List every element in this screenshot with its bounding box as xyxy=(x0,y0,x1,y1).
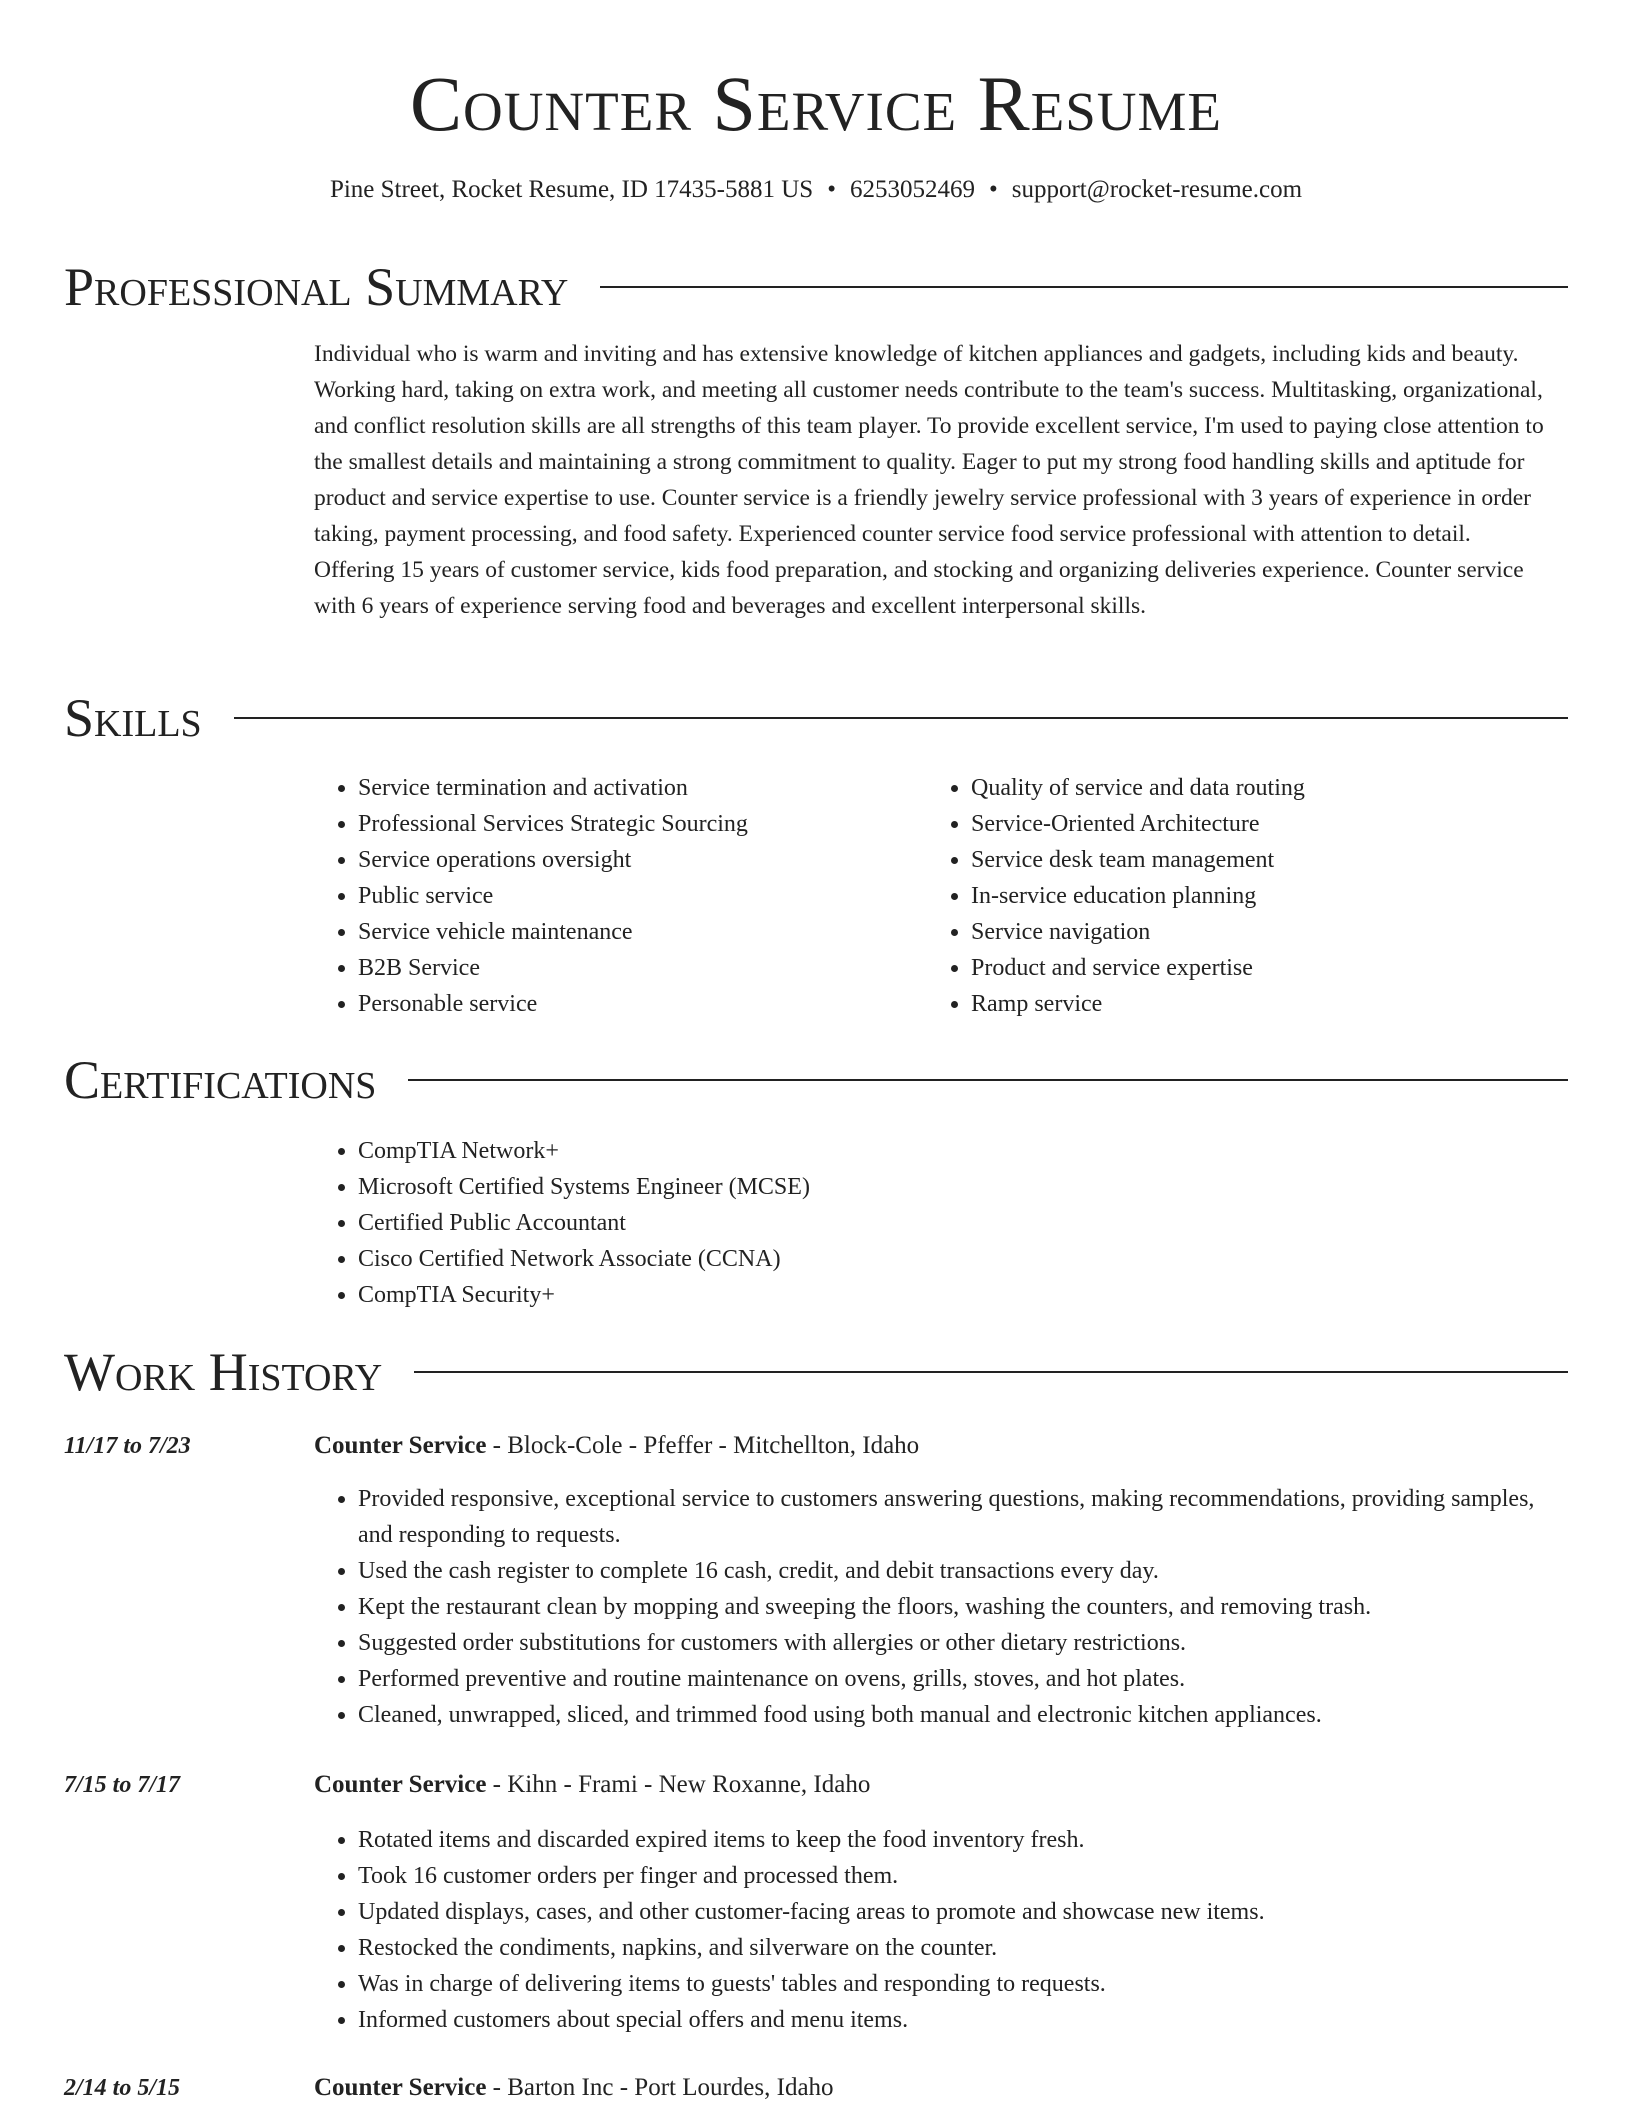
section-title-certifications: Certifications xyxy=(64,1050,377,1110)
resume-title: Counter Service Resume xyxy=(409,60,1223,147)
responsibility-item: • Restocked the condiments, napkins, and silverware on the counter. xyxy=(358,1930,1554,1966)
skill-item: • Service desk team management xyxy=(971,842,1487,878)
skill-item: • Product and service expertise xyxy=(971,950,1487,986)
section-title-skills: Skills xyxy=(64,688,202,748)
certifications-list xyxy=(314,1133,1114,1313)
responsibility-item: • Kept the restaurant clean by mopping and sweeping the floors, washing the counters, and removing trash. xyxy=(358,1589,1554,1625)
contact-separator: • xyxy=(988,176,998,203)
contact-phone: 6253052469 xyxy=(849,176,975,203)
work-history-section-header xyxy=(64,1340,1568,1404)
responsibility-item: • Took 16 customer orders per finger and processed them. xyxy=(358,1858,1554,1894)
job-employer-location: - Kihn - Frami - New Roxanne, Idaho xyxy=(486,1771,871,1798)
job-employer-location: - Block-Cole - Pfeffer - Mitchellton, Idaho xyxy=(486,1432,920,1459)
contact-separator: • xyxy=(827,176,836,203)
summary-text: Individual who is warm and inviting and has extensive knowledge of kitchen appliances and gadgets, including kids and beauty. Working hard, taking on extra work, and meeting all customer needs contribute to the team's success. Multitasking, organizational, and conflict resolution skills are all strengths of this team player. To provide excellent service, I'm used to paying close attention to the smallest details and maintaining a strong commitment to quality. Eager to put my strong food handling skills and aptitude for product and service expertise to use. Counter service is a friendly jewelry service professional with 3 years of experience in order taking, payment processing, and food safety. Experienced counter service food service professional with attention to detail. Offering 15 years of customer service, kids food preparation, and stocking and organizing deliveries experience. Counter service with 6 years of experience serving food and beverages and excellent interpersonal skills. xyxy=(314,341,1544,619)
job-dates: 7/15 to 7/17 xyxy=(64,1772,181,1798)
skill-item: • Personable service xyxy=(358,986,874,1022)
responsibility-item: • Cleaned, unwrapped, sliced, and trimmed food using both manual and electronic kitchen appliances. xyxy=(358,1697,1554,1733)
skill-item: • Service-Oriented Architecture xyxy=(971,806,1487,842)
job-role: Counter Service xyxy=(314,1432,487,1459)
responsibility-item: • Provided responsive, exceptional service to customers answering questions, making recommendations, providing samples, and responding to requests. xyxy=(358,1481,1554,1553)
skill-item: • Service termination and activation xyxy=(358,770,874,806)
skills-list-right xyxy=(927,770,1487,1022)
job-dates: 2/14 to 5/15 xyxy=(64,2075,181,2101)
section-divider xyxy=(234,717,1568,719)
responsibility-item: • Rotated items and discarded expired items to keep the food inventory fresh. xyxy=(358,1822,1554,1858)
job-heading xyxy=(314,1428,919,1464)
job-role: Counter Service xyxy=(314,2074,487,2101)
skills-section-header xyxy=(64,686,1568,750)
certification-item: • CompTIA Network+ xyxy=(358,1133,1114,1169)
skill-item: • Service operations oversight xyxy=(358,842,874,878)
skill-item: • Professional Services Strategic Sourcing xyxy=(358,806,874,842)
certification-item: • CompTIA Security+ xyxy=(358,1277,1114,1313)
responsibility-item: • Informed customers about special offers and menu items. xyxy=(358,2002,1554,2038)
contact-line xyxy=(0,172,1632,208)
summary-section-header xyxy=(64,255,1568,319)
responsibility-item: • Updated displays, cases, and other customer-facing areas to promote and showcase new items. xyxy=(358,1894,1554,1930)
certification-item: • Cisco Certified Network Associate (CCNA) xyxy=(358,1241,1114,1277)
job-role: Counter Service xyxy=(314,1771,487,1798)
section-divider xyxy=(414,1371,1568,1373)
skill-item: • B2B Service xyxy=(358,950,874,986)
responsibility-item: • Suggested order substitutions for customers with allergies or other dietary restrictions. xyxy=(358,1625,1554,1661)
skill-item: • Service navigation xyxy=(971,914,1487,950)
section-title-work-history: Work History xyxy=(64,1342,383,1402)
job-heading xyxy=(314,1767,870,1803)
skill-item: • Service vehicle maintenance xyxy=(358,914,874,950)
section-divider xyxy=(408,1079,1568,1081)
section-divider xyxy=(600,286,1568,288)
contact-address: Pine Street, Rocket Resume, ID 17435-5881 US xyxy=(329,176,814,203)
skill-item: • In-service education planning xyxy=(971,878,1487,914)
job-heading xyxy=(314,2070,834,2106)
job-responsibilities xyxy=(314,1481,1554,1733)
responsibility-item: • Performed preventive and routine maintenance on ovens, grills, stoves, and hot plates. xyxy=(358,1661,1554,1697)
skills-list-left xyxy=(314,770,874,1022)
certification-item: • Certified Public Accountant xyxy=(358,1205,1114,1241)
certification-item: • Microsoft Certified Systems Engineer (MCSE) xyxy=(358,1169,1114,1205)
skill-item: • Public service xyxy=(358,878,874,914)
job-dates: 11/17 to 7/23 xyxy=(64,1433,191,1459)
responsibility-item: • Was in charge of delivering items to guests' tables and responding to requests. xyxy=(358,1966,1554,2002)
contact-email: support@rocket-resume.com xyxy=(1011,176,1303,203)
skill-item: • Ramp service xyxy=(971,986,1487,1022)
section-title-summary: Professional Summary xyxy=(64,257,569,317)
certifications-section-header xyxy=(64,1048,1568,1112)
skill-item: • Quality of service and data routing xyxy=(971,770,1487,806)
job-employer-location: - Barton Inc - Port Lourdes, Idaho xyxy=(486,2074,834,2101)
responsibility-item: • Used the cash register to complete 16 cash, credit, and debit transactions every day. xyxy=(358,1553,1554,1589)
job-responsibilities xyxy=(314,1822,1554,2038)
